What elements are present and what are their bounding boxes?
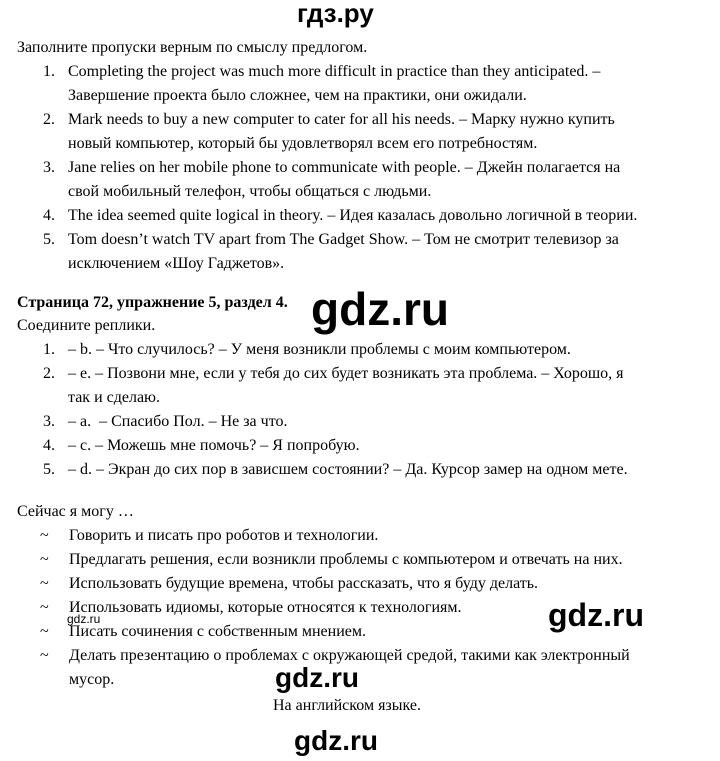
list-item	[40, 548, 695, 572]
item-number: 2.	[43, 111, 55, 128]
item-number: 1.	[43, 341, 55, 358]
bullet-icon: ~	[40, 599, 49, 616]
item-line: Jane relies on her mobile phone to communicate with people. – Джейн полагается на	[68, 159, 621, 176]
watermark-right: gdz.ru	[548, 597, 644, 633]
list-item	[43, 338, 693, 362]
item-number: 4.	[43, 437, 55, 454]
watermark-bottom: gdz.ru	[294, 725, 378, 756]
item-line: – c. – Можешь мне помочь? – Я попробую.	[68, 437, 360, 454]
item-line: новый компьютер, который бы удовлетворял всем его потребностям.	[68, 135, 538, 152]
item-line: Completing the project was much more difficult in practice than they anticipated. –	[68, 63, 601, 80]
item-number: 5.	[43, 231, 55, 248]
item-line: так и сделаю.	[68, 389, 161, 406]
item-line: Писать сочинения с собственным мнением.	[69, 623, 366, 640]
item-line: свой мобильный телефон, чтобы общаться с людьми.	[68, 183, 432, 200]
item-line: – b. – Что случилось? – У меня возникли проблемы с моим компьютером.	[68, 341, 571, 358]
section3-heading: Сейчас я могу …	[17, 503, 134, 520]
item-line: Завершение проекта было сложнее, чем на практики, они ожидали.	[68, 87, 527, 104]
item-number: 4.	[43, 207, 55, 224]
list-item	[43, 458, 693, 482]
item-line: The idea seemed quite logical in theory. – Идея казалась довольно логичной в теории.	[68, 207, 638, 224]
watermark-top: гдз.ру	[297, 0, 374, 28]
item-line: исключением «Шоу Гаджетов».	[68, 255, 285, 272]
item-number: 2.	[43, 365, 55, 382]
item-line: Использовать идиомы, которые относятся к технологиям.	[69, 599, 462, 616]
section2-instruction: Соедините реплики.	[17, 317, 156, 334]
item-number: 3.	[43, 413, 55, 430]
list-item	[43, 204, 693, 228]
list-item	[40, 524, 695, 548]
list-item	[40, 572, 695, 596]
list-item	[43, 60, 693, 108]
footer-note: На английском языке.	[273, 697, 421, 714]
item-line: Tom doesn’t watch TV apart from The Gadget Show. – Том не смотрит телевизор за	[68, 231, 619, 248]
item-line: – d. – Экран до сих пор в зависшем состоянии? – Да. Курсор замер на одном мете.	[68, 461, 628, 478]
section1-list	[43, 60, 693, 270]
item-line: – a. – Спасибо Пол. – Не за что.	[68, 413, 288, 430]
bullet-icon: ~	[40, 623, 49, 640]
list-item	[40, 620, 695, 644]
list-item	[43, 228, 693, 276]
watermark-mid: gdz.ru	[311, 283, 449, 335]
item-line: Предлагать решения, если возникли проблемы с компьютером и отвечать на них.	[69, 551, 623, 568]
item-number: 1.	[43, 63, 55, 80]
section1-instruction: Заполните пропуски верным по смыслу предлогом.	[17, 39, 368, 56]
item-line: Использовать будущие времена, чтобы рассказать, что я буду делать.	[69, 575, 539, 592]
item-number: 3.	[43, 159, 55, 176]
list-item	[43, 108, 693, 156]
list-item	[43, 156, 693, 204]
list-item	[43, 410, 693, 434]
watermark-small: gdz.ru	[67, 612, 101, 626]
item-line: Делать презентацию о проблемах с окружающей средой, такими как электронный	[69, 647, 630, 664]
item-line: Говорить и писать про роботов и технологии.	[69, 527, 379, 544]
section2-heading: Страница 72, упражнение 5, раздел 4.	[17, 294, 288, 311]
bullet-icon: ~	[40, 575, 49, 592]
bullet-icon: ~	[40, 527, 49, 544]
item-line: Mark needs to buy a new computer to cater for all his needs. – Марку нужно купить	[68, 111, 615, 128]
list-item	[43, 362, 693, 410]
section3-list	[40, 524, 695, 694]
item-number: 5.	[43, 461, 55, 478]
watermark-lower: gdz.ru	[275, 662, 359, 693]
bullet-icon: ~	[40, 647, 49, 664]
list-item	[40, 644, 695, 692]
section2-list	[43, 338, 693, 478]
bullet-icon: ~	[40, 551, 49, 568]
item-line: мусор.	[69, 671, 115, 688]
item-line: – e. – Позвони мне, если у тебя до сих будет возникать эта проблема. – Хорошо, я	[68, 365, 624, 382]
list-item	[43, 434, 693, 458]
list-item	[40, 596, 695, 620]
